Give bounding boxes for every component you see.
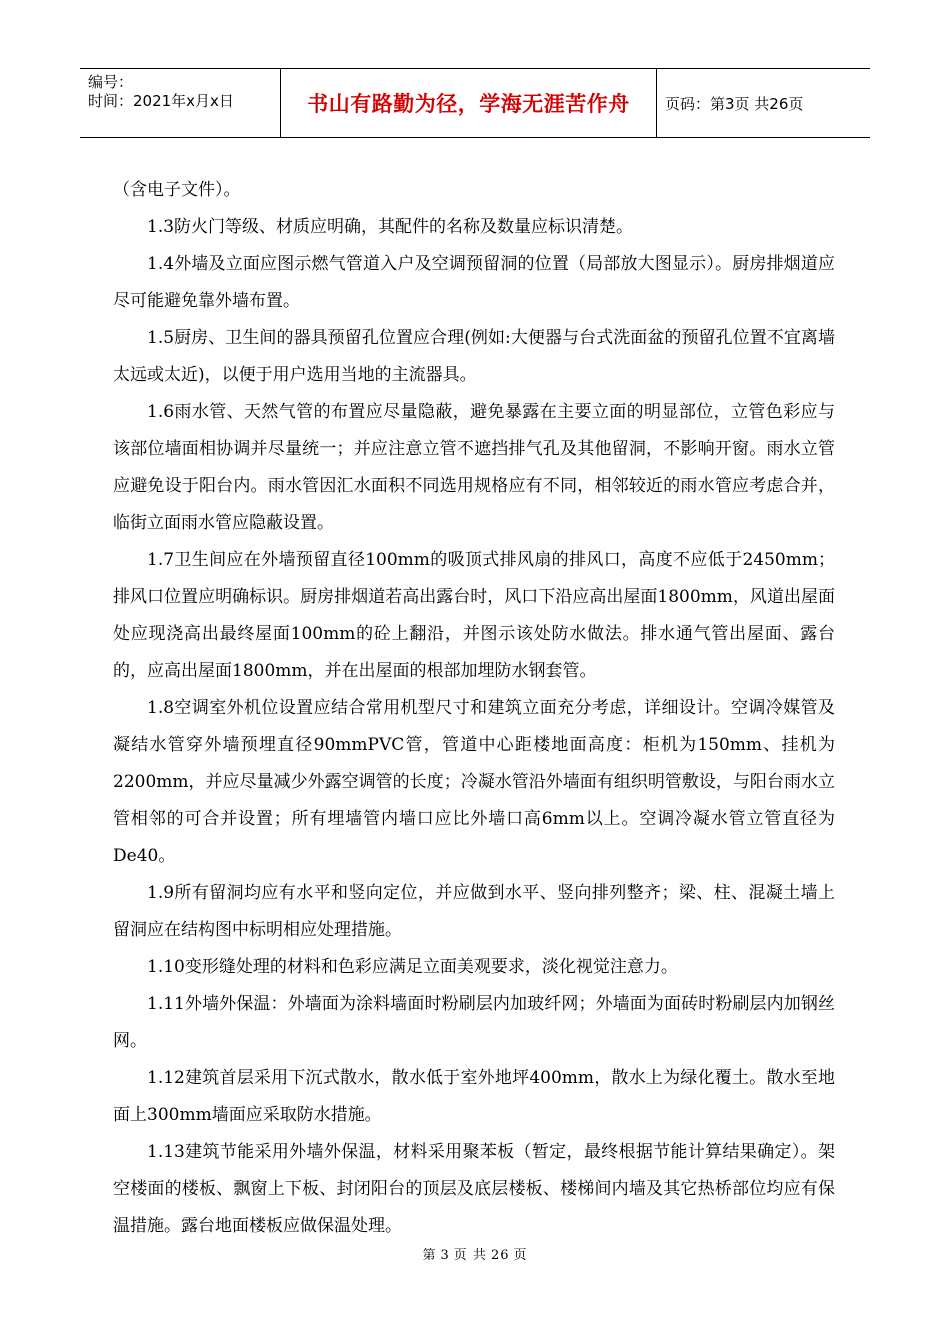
paragraph-1-10: 1.10变形缝处理的材料和色彩应满足立面美观要求，淡化视觉注意力。 (147, 957, 678, 977)
paragraph-1-12: 1.12建筑首层采用下沉式散水，散水低于室外地坪400mm，散水上为绿化覆土。散水至地面上300mm墙面应采取防水措施。 (113, 1068, 835, 1125)
page-footer (0, 1244, 950, 1263)
paragraph-1-11: 1.11外墙外保温：外墙面为涂料墙面时粉刷层内加玻纤网；外墙面为面砖时粉刷层内加钢丝网。 (113, 994, 835, 1051)
footer-mid: 页 共 (453, 1248, 487, 1263)
paragraph-continuation: （含电子文件）。 (113, 180, 241, 200)
document-number-label: 编号： (88, 73, 134, 91)
header-page-info: 页码：第3页 共26页 (665, 94, 804, 113)
footer-suffix: 页 (513, 1248, 528, 1263)
paragraph-1-6: 1.6雨水管、天然气管的布置应尽量隐蔽，避免暴露在主要立面的明显部位，立管色彩应与该部位墙面相协调并尽量统一；并应注意立管不遮挡排气孔及其他留洞，不影响开窗。雨水立管应避免设于阳台内。雨水管因汇水面积不同选用规格应有不同，相邻较近的雨水管应考虑合并，临街立面雨水管应隐蔽设置。 (113, 402, 835, 533)
header-motto: 书山有路勤为径，学海无涯苦作舟 (280, 69, 657, 137)
footer-prefix: 第 (422, 1248, 437, 1263)
paragraph-1-5: 1.5厨房、卫生间的器具预留孔位置应合理(例如:大便器与台式洗面盆的预留孔位置不宜离墙太远或太近)，以便于用户选用当地的主流器具。 (113, 328, 835, 385)
footer-total-pages: 26 (490, 1248, 510, 1263)
paragraph-1-13: 1.13建筑节能采用外墙外保温，材料采用聚苯板（暂定，最终根据节能计算结果确定）。架空楼面的楼板、飘窗上下板、封闭阳台的顶层及底层楼板、楼梯间内墙及其它热桥部位均应有保温措施。露台地面楼板应做保温处理。 (113, 1142, 835, 1236)
paragraph-1-8: 1.8空调室外机位设置应结合常用机型尺寸和建筑立面充分考虑，详细设计。空调冷媒管及凝结水管穿外墙预埋直径90mmPVC管，管道中心距楼地面高度：柜机为150mm、挂机为2200mm，并应尽量减少外露空调管的长度；冷凝水管沿外墙面有组织明管敷设，与阳台雨水立管相邻的可合并设置；所有埋墙管内墙口应比外墙口高6mm以上。空调冷凝水管立管直径为De40。 (113, 698, 835, 866)
footer-current-page: 3 (440, 1248, 450, 1263)
paragraph-1-9: 1.9所有留洞均应有水平和竖向定位，并应做到水平、竖向排列整齐；梁、柱、混凝土墙上留洞应在结构图中标明相应处理措施。 (113, 883, 835, 940)
paragraph-1-7: 1.7卫生间应在外墙预留直径100mm的吸顶式排风扇的排风口，高度不应低于2450mm；排风口位置应明确标识。厨房排烟道若高出露台时，风口下沿应高出屋面1800mm，风道出屋面处应现浇高出最终屋面100mm的砼上翻沿，并图示该处防水做法。排水通气管出屋面、露台的，应高出屋面1800mm，并在出屋面的根部加埋防水钢套管。 (113, 550, 835, 681)
header-meta (80, 69, 280, 137)
paragraph-1-4: 1.4外墙及立面应图示燃气管道入户及空调预留洞的位置（局部放大图显示）。厨房排烟道应尽可能避免靠外墙布置。 (113, 254, 835, 311)
document-body (113, 172, 835, 1245)
document-time-label: 时间：2021年x月x日 (88, 92, 234, 110)
paragraph-1-3: 1.3防火门等级、材质应明确，其配件的名称及数量应标识清楚。 (147, 217, 634, 237)
page-header (80, 68, 870, 138)
